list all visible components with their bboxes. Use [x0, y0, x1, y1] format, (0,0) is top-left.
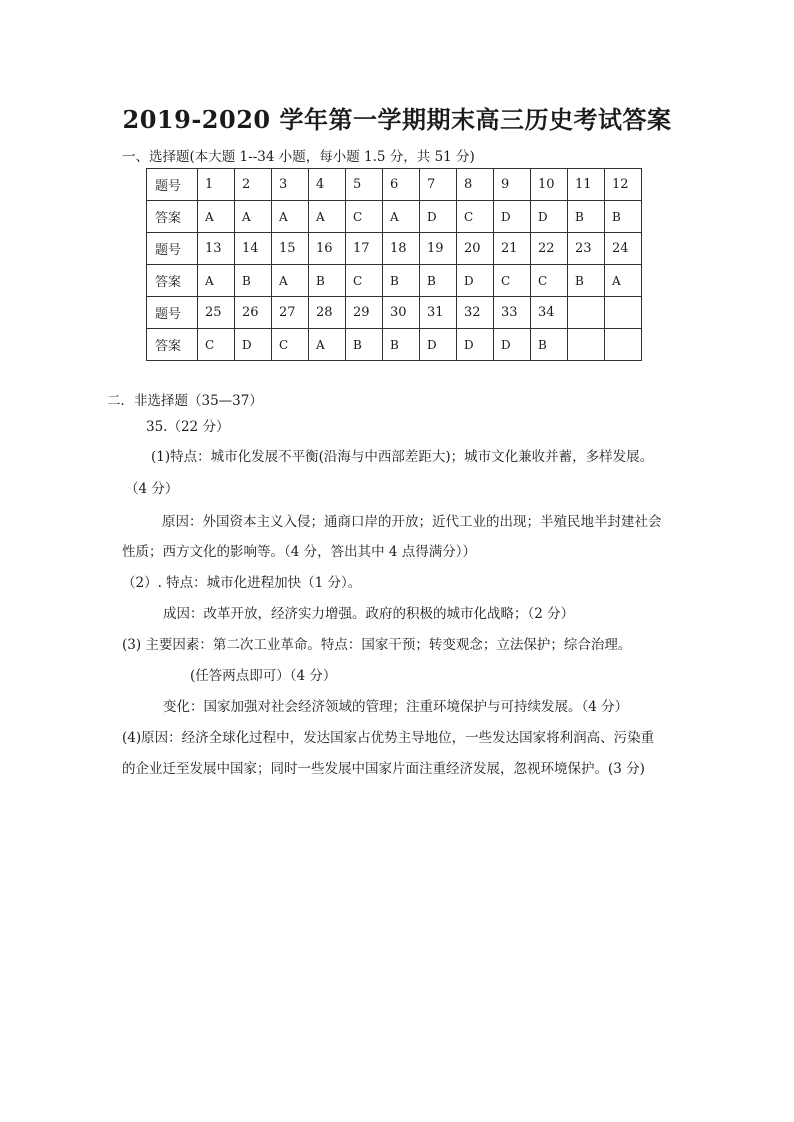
section1-heading: 一、选择题(本大题 1--34 小题，每小题 1.5 分，共 51 分)	[122, 149, 475, 165]
table-cell: 7	[420, 169, 457, 201]
table-cell: A	[309, 201, 346, 233]
table-cell: A	[272, 201, 309, 233]
table-cell: 29	[346, 297, 383, 329]
table-row	[147, 233, 642, 265]
table-cell: 22	[531, 233, 568, 265]
row-header-cell: 题号	[147, 297, 198, 329]
table-cell: 5	[346, 169, 383, 201]
table-cell: 9	[494, 169, 531, 201]
table-cell: D	[457, 329, 494, 361]
table-cell: 11	[568, 169, 605, 201]
table-row	[147, 201, 642, 233]
table-cell: 1	[198, 169, 235, 201]
table-cell: 21	[494, 233, 531, 265]
table-cell: B	[568, 201, 605, 233]
table-cell: B	[383, 329, 420, 361]
table-cell: 16	[309, 233, 346, 265]
table-cell: D	[420, 201, 457, 233]
table-cell: B	[531, 329, 568, 361]
table-cell: A	[383, 201, 420, 233]
table-cell: B	[383, 265, 420, 297]
row-header-cell: 题号	[147, 169, 198, 201]
table-cell: 20	[457, 233, 494, 265]
table-cell: 23	[568, 233, 605, 265]
table-cell: A	[309, 329, 346, 361]
q35-part1-features: (1)特点：城市化发展不平衡(沿海与中西部差距大)；城市文化兼收并蓄，多样发展。	[151, 449, 654, 465]
q35-part4-reasons-line2: 的企业迁至发展中国家；同时一些发展中国家片面注重经济发展，忽视环境保护。(3 分)	[122, 761, 645, 777]
table-cell: 19	[420, 233, 457, 265]
table-cell	[605, 297, 642, 329]
table-cell: 24	[605, 233, 642, 265]
table-cell: B	[605, 201, 642, 233]
table-cell	[568, 297, 605, 329]
table-cell: D	[457, 265, 494, 297]
q35-part2-causes: 成因：改革开放，经济实力增强。政府的积极的城市化战略；（2 分）	[163, 606, 575, 622]
table-cell: C	[346, 201, 383, 233]
table-cell: 34	[531, 297, 568, 329]
row-header-cell: 题号	[147, 233, 198, 265]
table-cell: D	[531, 201, 568, 233]
table-row	[147, 329, 642, 361]
table-cell: C	[494, 265, 531, 297]
q35-part1-score: （4 分）	[125, 481, 179, 497]
table-cell: 27	[272, 297, 309, 329]
table-cell: C	[346, 265, 383, 297]
table-cell	[605, 329, 642, 361]
table-cell: C	[272, 329, 309, 361]
table-cell: 26	[235, 297, 272, 329]
table-row	[147, 297, 642, 329]
table-cell: 10	[531, 169, 568, 201]
table-cell: A	[198, 201, 235, 233]
table-cell: C	[531, 265, 568, 297]
table-cell: 15	[272, 233, 309, 265]
table-cell: C	[457, 201, 494, 233]
table-cell: 2	[235, 169, 272, 201]
table-cell: 25	[198, 297, 235, 329]
row-header-cell: 答案	[147, 329, 198, 361]
table-cell: 12	[605, 169, 642, 201]
table-cell: 13	[198, 233, 235, 265]
q35-part3-changes: 变化：国家加强对社会经济领域的管理；注重环境保护与可持续发展。（4 分）	[163, 699, 629, 715]
table-row	[147, 169, 642, 201]
table-cell: B	[420, 265, 457, 297]
table-cell: A	[235, 201, 272, 233]
table-cell: B	[568, 265, 605, 297]
table-cell: 33	[494, 297, 531, 329]
row-header-cell: 答案	[147, 265, 198, 297]
table-cell: 30	[383, 297, 420, 329]
row-header-cell: 答案	[147, 201, 198, 233]
table-cell: 17	[346, 233, 383, 265]
q35-part1-reasons-line2: 性质；西方文化的影响等。（4 分，答出其中 4 点得满分））	[122, 544, 477, 560]
table-cell: A	[605, 265, 642, 297]
table-cell: 32	[457, 297, 494, 329]
q35-part4-reasons-line1: (4)原因：经济全球化过程中，发达国家占优势主导地位，一些发达国家将利润高、污染重	[122, 730, 655, 746]
q35-heading: 35.（22 分）	[146, 419, 230, 435]
q35-part3-factors: (3) 主要因素：第二次工业革命。特点：国家干预；转变观念；立法保护；综合治理。	[122, 637, 632, 653]
table-cell: 28	[309, 297, 346, 329]
table-cell: B	[346, 329, 383, 361]
page-title: 2019-2020 学年第一学期期末高三历史考试答案	[122, 105, 672, 134]
table-cell: D	[420, 329, 457, 361]
table-cell: 18	[383, 233, 420, 265]
table-cell: A	[198, 265, 235, 297]
table-cell: B	[235, 265, 272, 297]
answer-table	[146, 168, 642, 361]
table-cell: 8	[457, 169, 494, 201]
table-cell: 3	[272, 169, 309, 201]
table-cell: 31	[420, 297, 457, 329]
table-cell: D	[494, 201, 531, 233]
section2-heading: 二．非选择题（35—37）	[107, 393, 263, 409]
q35-part2-features: （2）. 特点：城市化进程加快（1 分）。	[122, 575, 362, 591]
table-cell: 14	[235, 233, 272, 265]
table-cell: B	[309, 265, 346, 297]
table-cell: D	[494, 329, 531, 361]
q35-part1-reasons-line1: 原因：外国资本主义入侵；通商口岸的开放；近代工业的出现；半殖民地半封建社会	[162, 514, 662, 530]
table-cell: 4	[309, 169, 346, 201]
table-cell: A	[272, 265, 309, 297]
table-cell: D	[235, 329, 272, 361]
table-cell: C	[198, 329, 235, 361]
answer-table-body	[147, 169, 642, 361]
table-cell: 6	[383, 169, 420, 201]
table-cell	[568, 329, 605, 361]
q35-part3-note: (任答两点即可）（4 分）	[190, 668, 337, 684]
table-row	[147, 265, 642, 297]
